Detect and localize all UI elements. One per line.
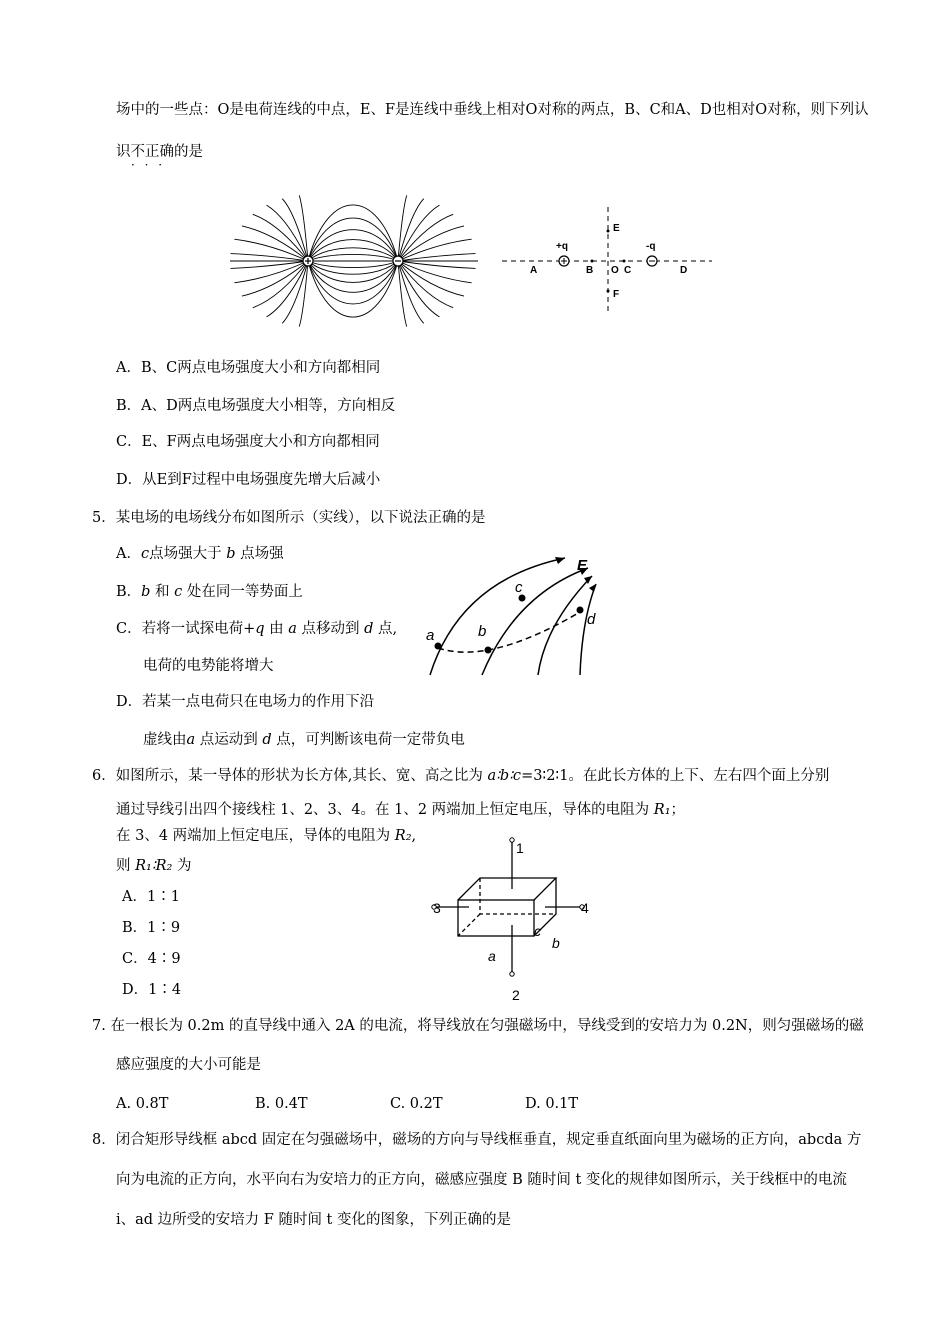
label-A: A <box>530 265 538 276</box>
q6-option-a: A．1∶1 <box>122 889 180 905</box>
terminal-4: 4 <box>581 900 589 916</box>
label-a: a <box>488 948 496 964</box>
q4-option-b: B．A、D两点电场强度大小相等，方向相反 <box>116 398 396 414</box>
q4-option-c: C．E、F两点电场强度大小和方向都相同 <box>116 434 380 450</box>
point-b <box>485 647 492 654</box>
field-lines <box>230 195 478 326</box>
label-B: B <box>586 265 594 276</box>
q8-line2: 向为电流的正方向，水平向右为安培力的正方向，磁感应强度 B 随时间 t 变化的规律如图所示，关于线框中的电流 <box>116 1172 847 1188</box>
q6-option-c: C．4∶9 <box>122 951 181 967</box>
q7-option-c: C. 0.2T <box>390 1096 443 1112</box>
label-O: O <box>611 265 619 276</box>
q7-line1: 7. 在一根长为 0.2m 的直导线中通入 2A 的电流，将导线放在匀强磁场中，导线受到的安培力为 0.2N，则匀强磁场的磁 <box>92 1018 864 1034</box>
q8-line3: i、ad 边所受的安培力 F 随时间 t 变化的图象，下列正确的是 <box>116 1212 511 1228</box>
q7-option-d: D. 0.1T <box>525 1096 579 1112</box>
field-line-4 <box>580 584 596 675</box>
cuboid-figure <box>428 832 598 1004</box>
label-F: F <box>613 289 620 300</box>
label-d: d <box>587 611 596 628</box>
q6-line3: 在 3、4 两端加上恒定电压，导体的电阻为 R₂, <box>116 828 417 844</box>
q5-option-b: B．b 和 c 处在同一等势面上 <box>116 584 303 600</box>
label-minus-q: -q <box>646 241 656 252</box>
q6-line1: 6．如图所示，某一导体的形状为长方体,其长、宽、高之比为 a∶b∶c=3∶2∶1。在此长方体的上下、左右四个面上分别 <box>92 768 830 784</box>
label-c: c <box>534 923 541 939</box>
label-plus-q: +q <box>556 241 568 252</box>
emphasis-dots: · · · <box>131 158 166 172</box>
q5-option-c-line2: 电荷的电势能将增大 <box>143 658 274 674</box>
point-a <box>435 643 442 650</box>
field-line-1 <box>430 558 565 675</box>
q7-line2: 感应强度的大小可能是 <box>116 1057 261 1073</box>
q8-line1: 8．闭合矩形导线框 abcd 固定在匀强磁场中，磁场的方向与导线框垂直，规定垂直纸面向里为磁场的正方向，abcda 方 <box>92 1132 862 1148</box>
front-face <box>458 900 534 936</box>
q7-option-a: A. 0.8T <box>116 1096 169 1112</box>
label-C: C <box>624 265 632 276</box>
q6-line2: 通过导线引出四个接线柱 1、2、3、4。在 1、2 两端加上恒定电压，导体的电阻为 R₁； <box>116 802 686 818</box>
terminal-2: 2 <box>512 987 520 1003</box>
q6-option-b: B．1∶9 <box>122 920 181 936</box>
point-d <box>577 607 584 614</box>
label-b: b <box>478 623 487 640</box>
q5-option-d: D．若某一点电荷只在电场力的作用下沿 <box>116 694 375 710</box>
q4-option-d: D．从E到F过程中电场强度先增大后减小 <box>116 472 381 488</box>
q5-stem: 5．某电场的电场线分布如图所示（实线），以下说法正确的是 <box>92 510 486 526</box>
label-E: E <box>577 557 588 574</box>
terminal-3: 3 <box>433 900 441 916</box>
label-c: c <box>515 579 523 596</box>
q4-intro-line1: 场中的一些点：O是电荷连线的中点，E、F是连线中垂线上相对O对称的两点，B、C和A、D也相对O对称，则下列认 <box>116 102 869 118</box>
q6-line4: 则 R₁∶R₂ 为 <box>116 858 192 874</box>
q5-option-c: C．若将一试探电荷+q 由 a 点移动到 d 点, <box>116 621 398 637</box>
q6-option-d: D．1∶4 <box>122 982 182 998</box>
q4-intro-line2: 识不正确的是 <box>116 144 203 160</box>
label-D: D <box>680 265 688 276</box>
q5-field-figure <box>420 540 620 680</box>
label-E: E <box>613 223 620 234</box>
label-b: b <box>552 935 560 951</box>
q5-option-d-line2: 虚线由a 点运动到 d 点，可判断该电荷一定带负电 <box>143 732 465 748</box>
field-lines-figure <box>226 192 484 330</box>
q4-option-a: A．B、C两点电场强度大小和方向都相同 <box>116 360 381 376</box>
q7-option-b: B. 0.4T <box>255 1096 308 1112</box>
q5-option-a: A．c点场强大于 b 点场强 <box>116 546 284 562</box>
terminal-1: 1 <box>516 840 524 856</box>
points-figure <box>500 205 715 317</box>
label-a: a <box>426 627 435 644</box>
